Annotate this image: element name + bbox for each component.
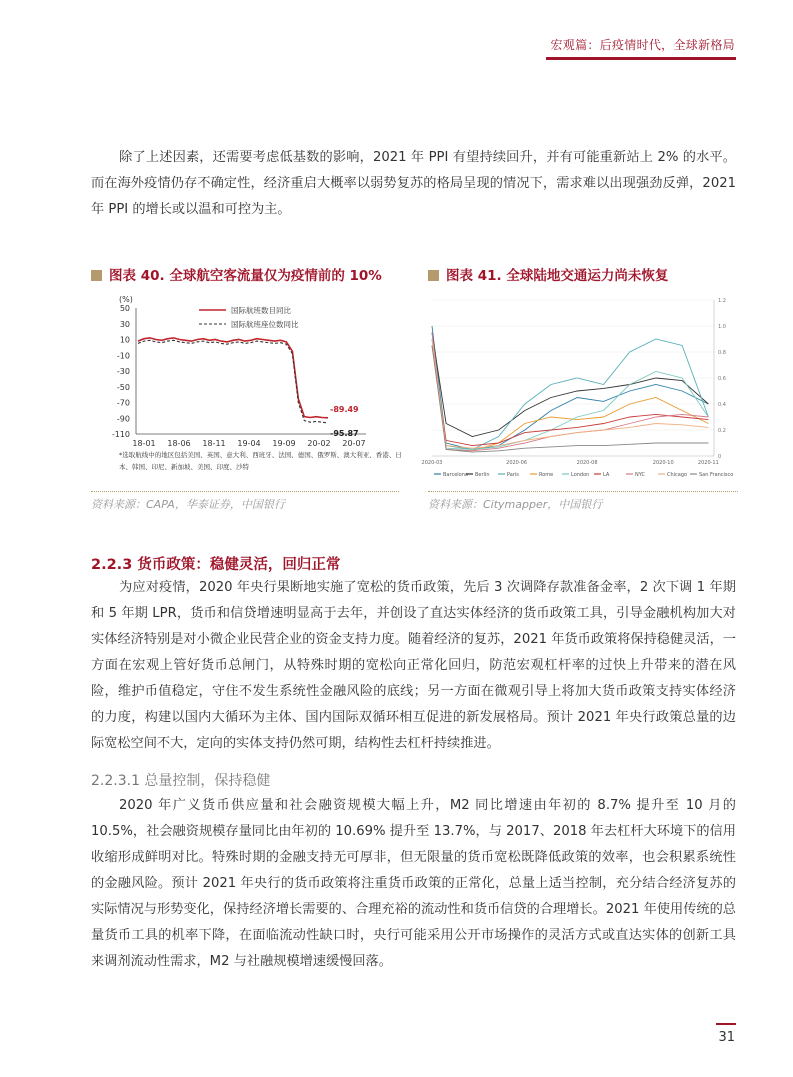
legend-label: Barcelona [443, 472, 468, 478]
x-tick-label: 2020-08 [576, 460, 598, 466]
y-tick-label: 1.0 [718, 324, 726, 330]
series-line-paris [432, 333, 708, 450]
legend-label: 国际航班数目同比 [231, 306, 291, 315]
y-unit-label: (%) [119, 295, 133, 304]
series-line-nyc [432, 333, 708, 451]
series-line-chicago [432, 339, 708, 448]
paragraph-total-control: 2020 年广义货币供应量和社会融资规模大幅上升，M2 同比增速由年初的 8.7% 提升至 10 月的 10.5%，社会融资规模存量同比由年初的 10.69% 提升至 13.7%，与 2017、2018 年去杠杆大环境下的信用收缩形成鲜明对比。特殊时期的金融支持无可厚非，但无限量的货币宽松既降低政策的效率，也会积累系统性的金融风险。预计 2021 年央行的货币政策将注重货币政策的正常化，总量上适当控制，充分结合经济复苏的实际情况与形势变化，保持经济增长需要的、合理充裕的流动性和货币信贷的合理增长。2021 年使用传统的总量货币工具的机率下降，在面临流动性缺口时，央行可能采用公开市场操作的灵活方式或直达实体的创新工具来调剂流动性需求，M2 与社融规模增速缓慢回落。 [91, 798, 736, 969]
x-tick-label: 19-09 [272, 439, 296, 448]
legend-label: Chicago [667, 472, 688, 478]
subsection-heading: 2.2.3.1 总量控制，保持稳健 [91, 773, 271, 789]
figure-40-chart [91, 294, 402, 484]
x-tick-label: 20-07 [342, 439, 366, 448]
x-tick-label: 18-01 [132, 439, 156, 448]
page-number-rule [716, 1023, 736, 1025]
y-tick-label: -50 [116, 382, 130, 392]
data-label: -89.49 [330, 404, 359, 414]
y-tick-label: -10 [116, 351, 130, 361]
figure-41-source: 资料来源：Citymapper，中国银行 [428, 498, 603, 511]
figure-marker-icon [428, 270, 439, 281]
series-line-barcelona [432, 326, 708, 450]
y-tick-label: 50 [119, 304, 130, 313]
x-tick-label: 18-11 [202, 439, 226, 448]
air-traffic-chart [91, 294, 402, 484]
series-line-london [432, 339, 708, 450]
y-tick-label: 0.6 [718, 376, 726, 382]
x-tick-label: 19-04 [237, 439, 261, 448]
y-tick-label: 1.2 [718, 298, 726, 304]
paragraph-ppi: 除了上述因素，还需要考虑低基数的影响，2021 年 PPI 有望持续回升，并有可能重新站上 2% 的水平。而在海外疫情仍存不确定性，经济重启大概率以弱势复苏的格局呈现的情况下，需求难以出现强劲反弹，2021 年 PPI 的增长或以温和可控为主。 [91, 150, 736, 217]
y-tick-label: -110 [111, 430, 130, 439]
figure-41-chart [421, 294, 738, 484]
x-tick-label: 18-06 [167, 439, 191, 448]
data-label: -95.87 [330, 428, 359, 438]
legend-label: LA [603, 472, 610, 478]
divider [91, 491, 399, 492]
x-tick-label: 2020-11 [697, 460, 719, 466]
divider [428, 491, 738, 492]
y-tick-label: 0.2 [718, 428, 726, 434]
legend-label: Berlin [475, 472, 490, 478]
x-tick-label: 20-02 [307, 439, 331, 448]
legend-label: San Francisco [699, 472, 734, 478]
legend-label: Paris [507, 472, 519, 478]
y-tick-label: 0.4 [718, 402, 726, 408]
y-tick-label: -30 [116, 367, 130, 376]
header-rule [546, 57, 736, 60]
figure-40-source: 资料来源：CAPA，华泰证券，中国银行 [91, 498, 285, 511]
x-tick-label: 2020-03 [421, 460, 443, 466]
legend-label: Rome [539, 472, 554, 478]
legend-label: 国际航班座位数同比 [231, 320, 299, 329]
x-tick-label: 2020-10 [652, 460, 674, 466]
x-tick-label: 2020-06 [506, 460, 528, 466]
figure-marker-icon [91, 270, 102, 281]
paragraph-monetary-policy: 为应对疫情，2020 年央行果断地实施了宽松的货币政策，先后 3 次调降存款准备金率，2 次下调 1 年期和 5 年期 LPR，货币和信贷增速明显高于去年，并创设了直达实体经济的货币政策工具，引导金融机构加大对实体经济特别是对小微企业民营企业的资金支持力度。随着经济的复苏，2021 年货币政策将保持稳健灵活，一方面在宏观上管好货币总闸门，从特殊时期的宽松向正常化回归，防范宏观杠杆率的过快上升带来的潜在风险，维护币值稳定，守住不发生系统性金融风险的底线；另一方面在微观引导上将加大货币政策支持实体经济的力度，构建以国内大循环为主体、国内国际双循环相互促进的新发展格局。预计 2021 年央行政策总量的边际宽松空间不大，定向的实体支持仍然可期，结构性去杠杆持续推进。 [91, 580, 736, 751]
series-line-seats [138, 340, 328, 423]
legend-label: London [571, 472, 590, 478]
section-heading: 2.2.3 货币政策：稳健灵活，回归正常 [91, 557, 341, 573]
y-tick-label: 30 [119, 319, 130, 329]
y-tick-label: -70 [116, 398, 130, 408]
series-line-la [432, 346, 708, 446]
figure-40-title: 图表 40. 全球航空客流量仅为疫情前的 10% [91, 264, 382, 284]
chart-note: *选取航线中的地区包括美国、英国、意大利、西班牙、法国、德国、俄罗斯、澳大利亚、香港、日 [119, 451, 402, 459]
land-transport-chart [421, 294, 738, 484]
chart-note: 本、韩国、印尼、新加坡、美国、印度、沙特 [119, 463, 249, 471]
page-number: 31 [718, 1030, 735, 1045]
legend-label: NYC [635, 472, 646, 478]
figure-41-title: 图表 41. 全球陆地交通运力尚未恢复 [428, 264, 668, 284]
y-tick-label: -90 [116, 414, 130, 424]
y-tick-label: 10 [119, 335, 130, 345]
y-tick-label: 0 [718, 454, 722, 460]
header-title: 宏观篇：后疫情时代，全球新格局 [550, 38, 735, 52]
y-tick-label: 0.8 [718, 350, 726, 356]
